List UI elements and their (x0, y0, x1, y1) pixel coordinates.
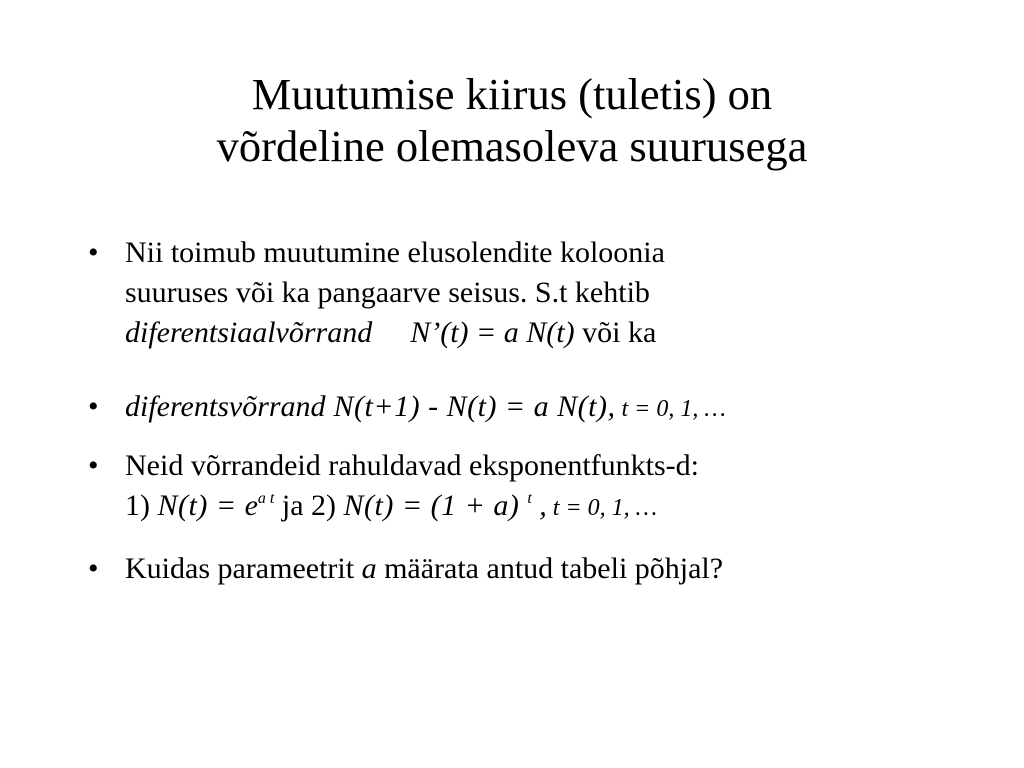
term-difference-equation: diferentsvõrrand (125, 390, 326, 423)
formula-1-exponent: a t (257, 490, 275, 507)
formula-1-base: e (244, 489, 258, 522)
bullet-1-line-3 (125, 313, 665, 353)
formula-differential: N’(t) = a N(t) (410, 316, 575, 349)
range-t: t = 0, 1, … (546, 495, 657, 521)
bullet-2-line-1 (125, 387, 726, 429)
bullet-marker: • (88, 236, 99, 269)
slide-title (0, 68, 1024, 172)
formula-2-comma: , (531, 489, 547, 522)
title-line-2: võrdeline olemasoleva suurusega (216, 121, 808, 171)
range-t: t = 0, 1, … (615, 396, 726, 422)
bullet-1-line-2: suuruses või ka pangaarve seisus. S.t kehtib (125, 276, 650, 309)
bullet-4-text-after: määrata antud tabeli põhjal? (376, 552, 724, 585)
bullet-1-line-1: Nii toimub muutumine elusolendite koloonia (125, 236, 665, 269)
bullet-marker: • (88, 449, 99, 482)
formula-2-exponent: t (527, 490, 532, 507)
formula-2-base: (1 + a) (430, 489, 528, 522)
formula-2-lhs: N(t) = (343, 489, 431, 522)
bullet-1-tail: või ka (574, 316, 657, 349)
bullet-3-line-1: Neid võrrandeid rahuldavad eksponentfunkts-d: (125, 449, 699, 482)
term-differential-equation: diferentsiaalvõrrand (125, 316, 373, 349)
bullet-4-body (125, 549, 723, 589)
bullet-2-body (125, 387, 726, 429)
bullet-1-body (125, 233, 665, 353)
title-line-1: Muutumise kiirus (tuletis) on (251, 69, 773, 119)
formula-1-label: 1) (125, 489, 158, 522)
bullet-3-body (125, 446, 699, 528)
bullet-marker: • (88, 390, 99, 423)
formula-difference: N(t+1) - N(t) = a N(t), (325, 390, 616, 423)
bullet-marker: • (88, 552, 99, 585)
bullet-4-text-before: Kuidas parameetrit (125, 552, 362, 585)
formula-1-lhs: N(t) = (157, 489, 245, 522)
bullet-4-line-1 (125, 549, 723, 589)
bullet-3-line-2 (125, 486, 699, 528)
formula-separator: ja 2) (274, 489, 344, 522)
parameter-a: a (361, 552, 377, 585)
